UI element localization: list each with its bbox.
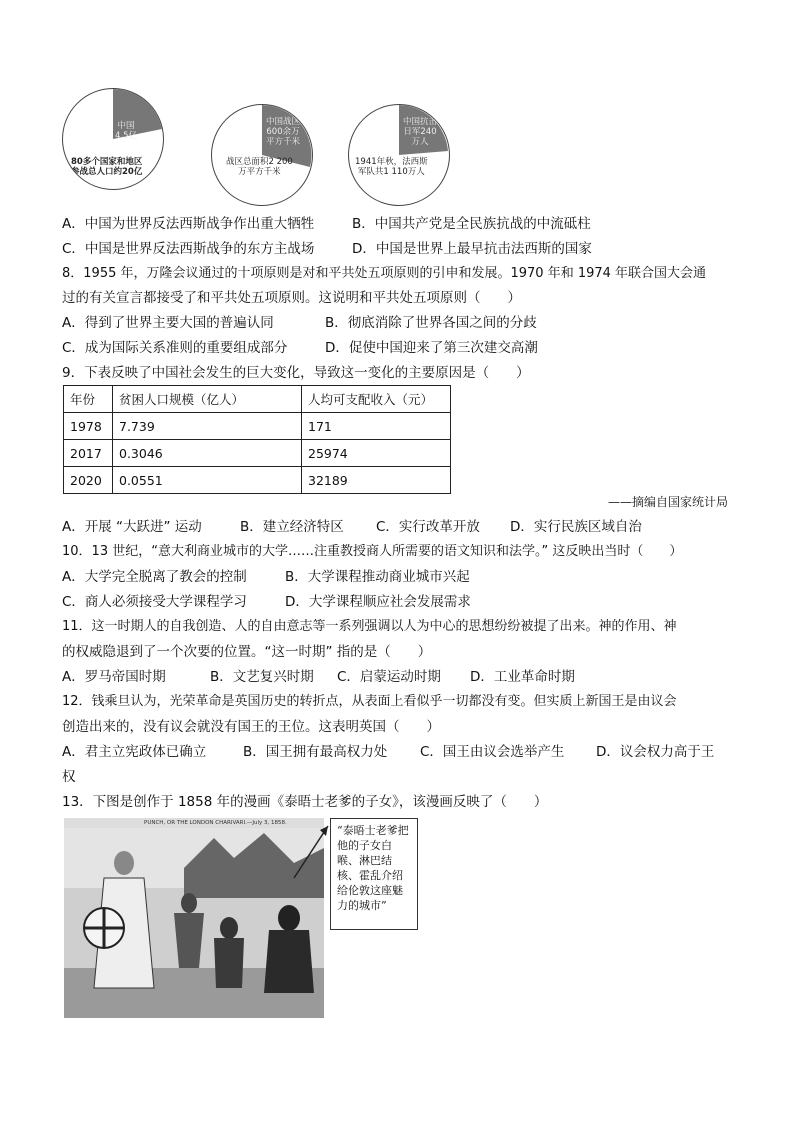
table-row — [64, 467, 451, 494]
table-cell: 0.3046 — [113, 440, 302, 467]
table-cell: 2017 — [64, 440, 113, 467]
q12-option-d: D．议会权力高于王 — [596, 744, 715, 760]
cartoon-image — [64, 818, 324, 1018]
q8-option-c: C．成为国际关系准则的重要组成部分 — [62, 340, 288, 356]
q10-option-b: B．大学课程推动商业城市兴起 — [285, 569, 470, 585]
table-header-cell: 贫困人口规模（亿人） — [113, 386, 302, 413]
table-source: ——摘编自国家统计局 — [607, 495, 728, 509]
table-cell: 0.0551 — [113, 467, 302, 494]
pie-dark-label: 中国抗击 日军240 万人 — [403, 117, 438, 147]
pie-light-label: 战区总面积2 200 万平方千米 — [226, 157, 293, 177]
cartoon-drawing — [64, 818, 324, 1018]
table-header-cell: 年份 — [64, 386, 113, 413]
q13-stem: 13．下图是创作于 1858 年的漫画《泰晤士老爹的子女》，该漫画反映了（ ） — [62, 794, 548, 810]
q9-option-a: A．开展 “大跃进” 运动 — [62, 519, 202, 535]
pie-dark-label: 中国 4.5亿 — [115, 121, 138, 141]
q7-option-c: C．中国是世界反法西斯战争的东方主战场 — [62, 241, 315, 257]
q7-option-d: D．中国是世界上最早抗击法西斯的国家 — [352, 241, 592, 257]
q11-option-a: A．罗马帝国时期 — [62, 669, 166, 685]
q8-option-a: A．得到了世界主要大国的普遍认同 — [62, 315, 274, 331]
q10-option-c: C．商人必须接受大学课程学习 — [62, 594, 247, 610]
table-row — [64, 413, 451, 440]
table-cell: 25974 — [302, 440, 451, 467]
pie-troops — [348, 104, 450, 206]
q12-stem-line1: 12．钱乘旦认为，光荣革命是英国历史的转折点，从表面上看似乎一切都没有变。但实质上新国王是由议会 — [62, 694, 677, 709]
q11-stem-line1: 11．这一时期人的自我创造、人的自由意志等一系列强调以人为中心的思想纷纷被提了出来。神的作用、神 — [62, 619, 677, 634]
q11-option-d: D．工业革命时期 — [470, 669, 575, 685]
pie-light-label: 80多个国家和地区 参战总人口约20亿 — [71, 157, 143, 177]
q12-stem-line2: 创造出来的，没有议会就没有国王的王位。这表明英国（ ） — [62, 719, 440, 735]
table-cell: 32189 — [302, 467, 451, 494]
q12-option-b: B．国王拥有最高权力处 — [243, 744, 388, 760]
q9-option-d: D．实行民族区域自治 — [510, 519, 642, 535]
q11-option-b: B．文艺复兴时期 — [210, 669, 314, 685]
q8-stem-line2: 过的有关宣言都接受了和平共处五项原则。这说明和平共处五项原则（ ） — [62, 290, 521, 306]
callout-arrow — [292, 820, 332, 880]
q10-stem: 10．13 世纪，“意大利商业城市的大学……注重教授商人所需要的语文知识和法学。” 这反映出当时（ ） — [62, 544, 683, 559]
poverty-income-table — [63, 385, 451, 494]
pie-light-label: 1941年秋，法西斯 军队共1 110万人 — [355, 157, 428, 177]
table-cell: 1978 — [64, 413, 113, 440]
q9-stem: 9．下表反映了中国社会发生的巨大变化，导致这一变化的主要原因是（ ） — [62, 365, 530, 381]
table-cell: 171 — [302, 413, 451, 440]
q8-option-b: B．彻底消除了世界各国之间的分歧 — [325, 315, 537, 331]
q12-option-c: C．国王由议会选举产生 — [420, 744, 565, 760]
pie-area — [211, 104, 313, 206]
table-row — [64, 440, 451, 467]
q7-option-a: A．中国为世界反法西斯战争作出重大牺牲 — [62, 216, 315, 232]
table-header-cell: 人均可支配收入（元） — [302, 386, 451, 413]
pie-population — [62, 88, 164, 190]
q9-option-b: B．建立经济特区 — [240, 519, 344, 535]
q12-option-d-continued: 权 — [62, 769, 76, 785]
q8-option-d: D．促使中国迎来了第三次建交高潮 — [325, 340, 538, 356]
q9-option-c: C．实行改革开放 — [376, 519, 480, 535]
q12-option-a: A．君主立宪政体已确立 — [62, 744, 207, 760]
table-cell: 2020 — [64, 467, 113, 494]
q10-option-a: A．大学完全脱离了教会的控制 — [62, 569, 247, 585]
pie-dark-label: 中国战区 600余万 平方千米 — [266, 117, 301, 147]
q10-option-d: D．大学课程顺应社会发展需求 — [285, 594, 471, 610]
q11-stem-line2: 的权威隐退到了一个次要的位置。“这一时期” 指的是（ ） — [62, 644, 432, 660]
cartoon-callout: “泰晤士老爹把他的子女白喉、淋巴结核、霍乱介绍给伦敦这座魅力的城市” — [330, 818, 418, 930]
q8-stem-line1: 8．1955 年，万隆会议通过的十项原则是对和平共处五项原则的引申和发展。1970 年和 1974 年联合国大会通 — [62, 266, 707, 281]
table-cell: 7.739 — [113, 413, 302, 440]
q7-option-b: B．中国共产党是全民族抗战的中流砥柱 — [352, 216, 591, 232]
table-header-row — [64, 386, 451, 413]
q11-option-c: C．启蒙运动时期 — [337, 669, 441, 685]
cartoon-caption: PUNCH, OR THE LONDON CHARIVARI.—July 3, 1858. — [144, 820, 287, 826]
